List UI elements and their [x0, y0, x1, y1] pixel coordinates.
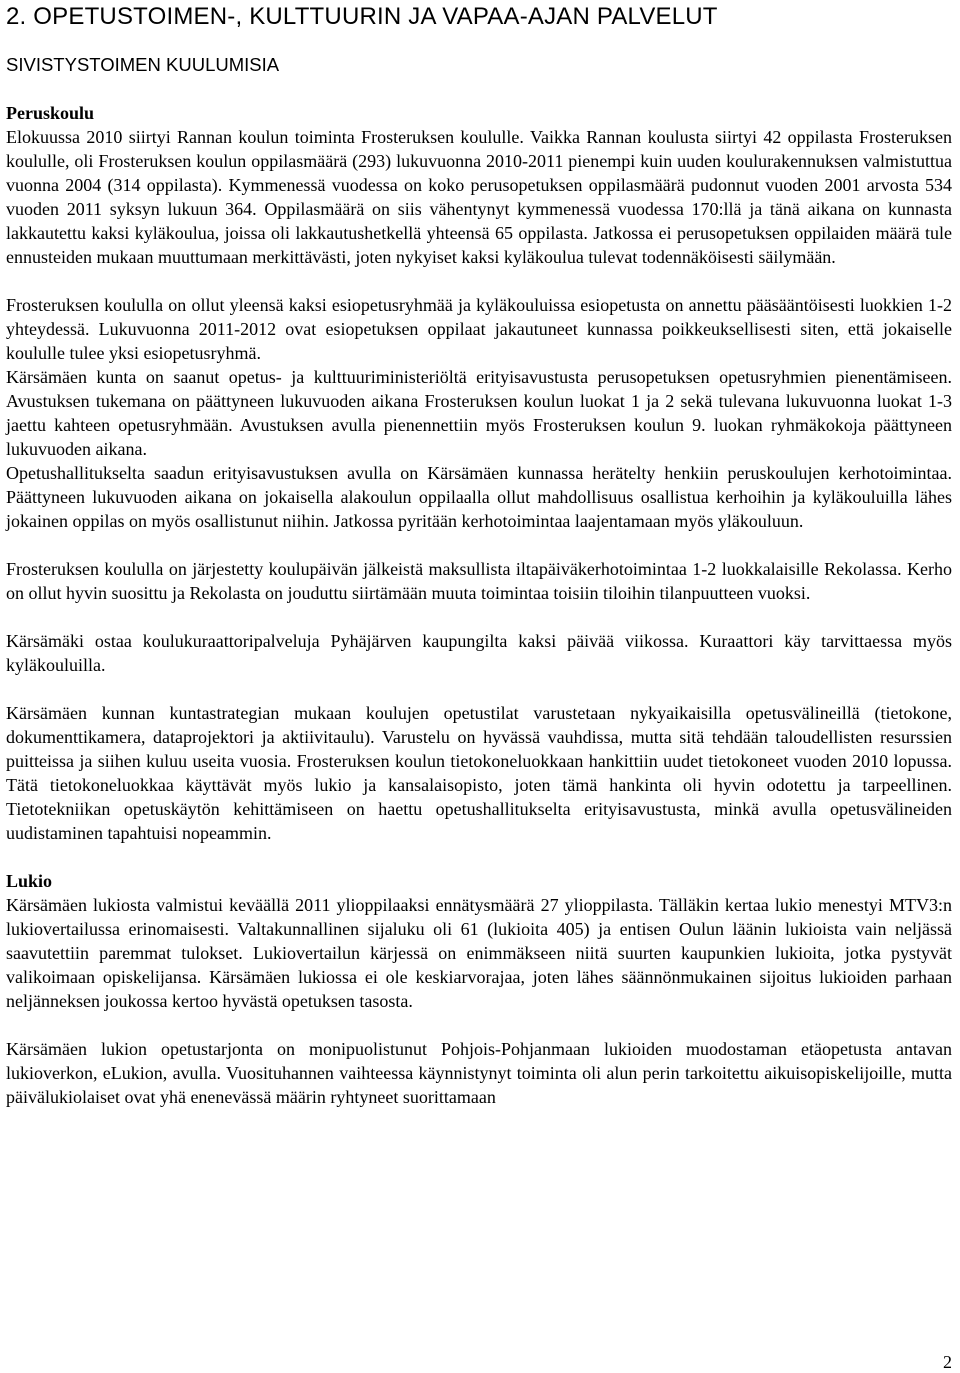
paragraph-spacer [6, 533, 952, 557]
paragraph: Kärsämäen kunnan kuntastrategian mukaan koulujen opetustilat varustetaan nykyaikaisilla opetusvälineillä (tietokone, dokumenttikamera, dataprojektori ja aktiivitaulu). Varustelu on hyvässä vauhdissa, mutta sitä tehdään taloudellisten resurssien puitteissa ja siihen kuluu useita vuosia. Frosteruksen koulun tietokoneluokkaan hankittiin uudet tietokoneet vuoden 2010 lopussa. Tätä tietokoneluokkaa käyttävät myös lukio ja kansalaisopisto, joten tämä hankinta oli hyvin odotettu ja tarpeellinen. Tietotekniikan opetuskäytön kehittämiseen on haettu opetushallitukselta erityisavustusta, minkä avulla opetusvälineiden uudistaminen tapahtuisi nopeammin. [6, 703, 952, 843]
section-title: Peruskoulu [6, 103, 95, 123]
paragraph: Frosteruksen koululla on ollut yleensä kaksi esiopetusryhmää ja kyläkouluissa esiopetusta on annettu pääsääntöisesti luokkien 1-2 yhteydessä. Lukuvuonna 2011-2012 ovat esiopetuksen oppilaat jakautuneet kunnassa poikkeuksellisesti siten, että jokaiselle koululle tulee yksi esiopetusryhmä. [6, 295, 952, 363]
document-page [6, 0, 952, 1109]
paragraph: Frosteruksen koululla on järjestetty koulupäivän jälkeistä maksullista iltapäiväkerhotoimintaa 1-2 luokkalaisille Rekolassa. Kerho on ollut hyvin suosittu ja Rekolasta on jouduttu siirtämään muuta toimintaa toisiin tiloihin tilanpuutteen vuoksi. [6, 559, 952, 603]
paragraph-spacer [6, 269, 952, 293]
paragraph-spacer [6, 1013, 952, 1037]
section-peruskoulu [6, 101, 952, 869]
paragraph: Kärsämäen kunta on saanut opetus- ja kulttuuriministeriöltä erityisavustusta perusopetuksen opetusryhmien pienentämiseen. Avustuksen tukemana on päättyneen lukuvuoden aikana Frosteruksen koulun luokat 1 ja 2 sekä tulevana lukuvuonna luokat 1-3 jaettu kahteen opetusryhmään. Avustuksen avulla pienennettiin myös Frosteruksen koulun 9. luokan ryhmäkokoja päättyneen lukuvuoden aikana. [6, 367, 952, 459]
paragraph-spacer [6, 677, 952, 701]
paragraph: Opetushallitukselta saadun erityisavustuksen avulla on Kärsämäen kunnassa herätelty henkiin peruskoulujen kerhotoimintaa. Päättyneen lukuvuoden aikana on jokaisella alakoulun oppilaalla ollut mahdollisuus osallistua kerhoihin ja kyläkouluilla lähes jokainen oppilas on myös osallistunut niihin. Jatkossa pyritään kerhotoimintaa laajentamaan myös yläkouluun. [6, 463, 952, 531]
paragraph: Kärsämäen lukiosta valmistui keväällä 2011 ylioppilaaksi ennätysmäärä 27 ylioppilasta. Tälläkin kertaa lukio menestyi MTV3:n lukiovertailussa erinomaisesti. Valtakunnallinen sijaluku oli 61 (lukioita 405) ja entisen Oulun läänin lukioista vain neljässä saavutettiin paremmat tulokset. Lukiovertailun kärjessä on enimmäkseen niitä suurten kaupunkien lukioita, jotka pystyvät valikoimaan opiskelijansa. Kärsämäen lukiossa ei ole keskiarvorajaa, joten lähes säännönmukainen sijoitus lukioiden parhaan neljänneksen joukossa kertoo hyvästä opetuksen tasosta. [6, 895, 952, 1011]
subheading: SIVISTYSTOIMEN KUULUMISIA [6, 54, 280, 75]
paragraph-spacer [6, 845, 952, 869]
page-number: 2 [943, 1352, 952, 1372]
paragraph-spacer [6, 605, 952, 629]
chapter-heading: 2. OPETUSTOIMEN-, KULTTUURIN JA VAPAA-AJAN PALVELUT [6, 3, 718, 30]
section-lukio [6, 869, 952, 1109]
paragraph: Kärsämäki ostaa koulukuraattoripalveluja Pyhäjärven kaupungilta kaksi päivää viikossa. Kuraattori käy tarvittaessa myös kyläkouluilla. [6, 631, 952, 675]
paragraph: Elokuussa 2010 siirtyi Rannan koulun toiminta Frosteruksen koululle. Vaikka Rannan koulusta siirtyi 42 oppilasta Frosteruksen koululle, oli Frosteruksen koulun oppilasmäärä (293) lukuvuonna 2010-2011 pienempi kuin uuden koulurakennuksen valmistuttua vuonna 2004 (314 oppilasta). Kymmenessä vuodessa on koko perusopetuksen oppilasmäärä pudonnut vuoden 2001 arvosta 534 vuoden 2011 syksyn lukuun 364. Oppilasmäärä on siis vähentynyt kymmenessä vuodessa 170:llä ja tänä aikana on kunnasta lakkautettu kaksi kyläkoulua, joissa oli lakkautushetkellä yhteensä 65 oppilasta. Jatkossa ei perusopetuksen oppilaiden määrä tule ennusteiden mukaan muuttumaan merkittävästi, joten nykyiset kaksi kyläkoulua tulevat todennäköisesti säilymään. [6, 127, 952, 267]
paragraph: Kärsämäen lukion opetustarjonta on monipuolistunut Pohjois-Pohjanmaan lukioiden muodostaman etäopetusta antavan lukioverkon, eLukion, avulla. Vuosituhannen vaihteessa käynnistynyt toiminta oli alun perin tarkoitettu aikuisopiskelijoille, mutta päivälukiolaiset ovat yhä enenevässä määrin ryhtyneet suorittamaan [6, 1039, 952, 1107]
section-title: Lukio [6, 871, 53, 891]
